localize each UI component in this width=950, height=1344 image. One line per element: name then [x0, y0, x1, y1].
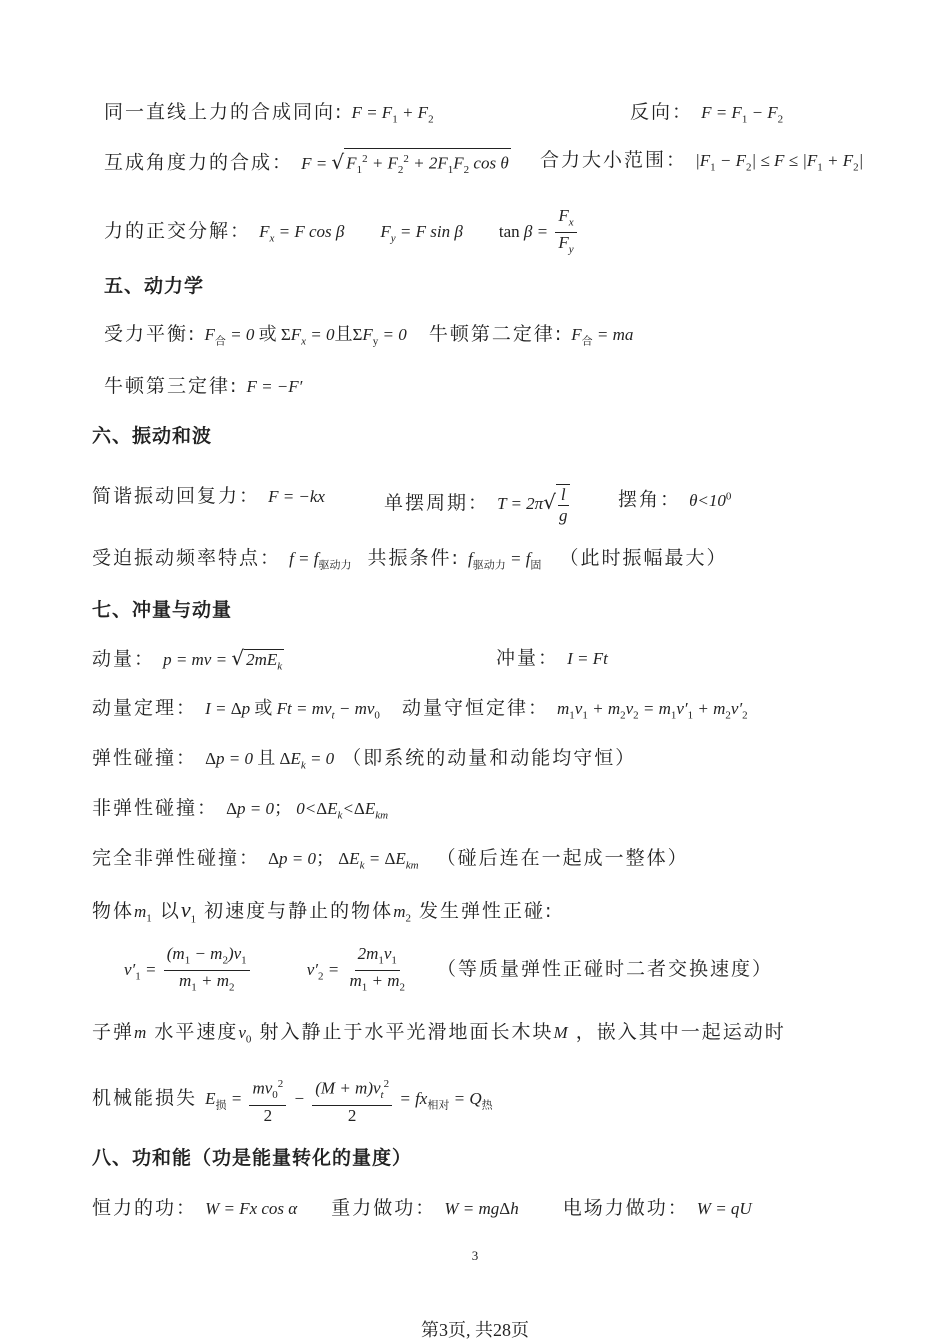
formula-equilibrium: $F_合 = 0$ 或 $\Sigma F_x = 0$且$\Sigma F_y = 0$ [204, 324, 407, 348]
line-energy-loss [92, 1074, 493, 1126]
line-angle-composition [104, 148, 511, 180]
label-energy-loss: 机械能损失 [92, 1086, 198, 1109]
label-equilibrium: 受力平衡: [104, 323, 197, 345]
symbol-m2: $m_2$ [393, 902, 411, 925]
label-forced-vibration: 受迫振动频率特点： [92, 547, 282, 569]
label-orthogonal: 力的正交分解： [104, 219, 252, 242]
symbol-v0: $v_0$ [238, 1023, 252, 1046]
formula-momentum-theorem: I = Δp 或 $Ft = mv_t - mv_0$ [205, 698, 380, 722]
line-force-opposite [630, 100, 783, 131]
line-shm [92, 484, 325, 509]
heading-dynamics: 五、动力学 [104, 275, 205, 297]
text-embedded: ，嵌入其中一起运动时 [575, 1021, 786, 1043]
label-resultant-range: 合力大小范围： [540, 149, 688, 171]
formula-fx: $F_x = F$ cos β [259, 221, 345, 245]
formula-tan: tan β = $\frac{F_x}{F_y}$ [499, 222, 580, 241]
line-equilibrium [104, 322, 633, 353]
formula-fy: $F_y = F$ sin β [380, 221, 463, 245]
symbol-m: m [134, 1023, 147, 1042]
line-elastic-collision [92, 746, 636, 777]
label-same-direction: 同一直线上力的合成同向: [104, 101, 344, 123]
label-swing-angle: 摆角： [618, 488, 682, 511]
line-orthogonal-decomposition [104, 206, 580, 260]
formula-resultant-range: $|F_1 - F_2| \le F \le |F_1 + F_2|$ [695, 151, 864, 174]
line-bullet-block [92, 1020, 786, 1051]
label-momentum-theorem: 动量定理： [92, 697, 198, 719]
label-constant-force-work: 恒力的功： [92, 1197, 198, 1219]
formula-same-direction: $F = F_1 + F_2$ [351, 103, 434, 126]
line-resultant-range [540, 148, 863, 179]
line-pendulum [384, 484, 573, 526]
label-angle-composition: 互成角度力的合成： [104, 151, 294, 174]
label-pendulum-period: 单摆周期： [384, 491, 490, 514]
text-horizontal-speed: 水平速度 [154, 1021, 239, 1043]
text-initial-velocity: 初速度与静止的物体 [204, 900, 394, 922]
label-restoring-force: 简谐振动回复力： [92, 485, 261, 507]
formula-impulse: I = Ft [567, 649, 608, 668]
label-gravity-work: 重力做功： [331, 1197, 437, 1219]
formula-newton-second: $F_合$ = ma [571, 325, 634, 348]
label-conservation: 动量守恒定律： [401, 697, 549, 719]
formula-v2-prime: $v'_2$ = $\frac{2m_1v_1}{m_1 + m_2}$ [306, 944, 405, 994]
symbol-m1: $m_1$ [134, 902, 152, 925]
symbol-M: M [553, 1023, 568, 1042]
symbol-v1: $v_1$ [180, 897, 197, 926]
line-newton-third [104, 374, 302, 399]
text-elastic-head-on: 发生弹性正碰: [419, 900, 554, 922]
label-momentum: 动量： [92, 648, 156, 670]
formula-swing-angle: $\theta<10^0$ [689, 490, 732, 510]
formula-perfectly-inelastic: Δp = 0； $\Delta E_k = \Delta E_{km}$ [268, 848, 419, 872]
text-with: 以 [159, 900, 181, 922]
formula-conservation: $m_1v_1 + m_2v_2 = m_1v'_1 + m_2v'_2$ [557, 699, 748, 722]
line-elastic-head-on [92, 898, 553, 931]
formula-energy-loss: $E_损$ = $\frac{mv_0^2}{2}$ − $\frac{(M + m)v_t^2}{2}$ = $fx_{相对} = Q_热$ [205, 1089, 493, 1108]
line-perfectly-inelastic [92, 846, 689, 877]
label-newton-third: 牛顿第三定律: [104, 375, 239, 397]
text-bullet: 子弹 [92, 1021, 135, 1043]
label-opposite: 反向： [630, 101, 694, 123]
line-impulse [496, 646, 608, 671]
note-perfectly-inelastic: （碰后连在一起成一整体） [436, 847, 689, 869]
label-impulse: 冲量： [496, 647, 560, 669]
line-velocity-results [124, 944, 773, 1000]
formula-constant-force-work: W = Fx cos α [205, 1199, 298, 1218]
formula-electric-work: W = qU [696, 1199, 752, 1218]
label-resonance: 共振条件: [367, 547, 460, 569]
text-shoot-into: 射入静止于水平光滑地面长木块 [259, 1021, 554, 1043]
formula-forced-frequency: $f = f_{驱动力}$ [289, 549, 352, 572]
line-inelastic-collision [92, 796, 388, 827]
label-perfectly-inelastic: 完全非弹性碰撞： [92, 847, 261, 869]
formula-elastic-collision: Δp = 0 且 $\Delta E_k = 0$ [205, 748, 335, 772]
label-newton-second: 牛顿第二定律: [428, 323, 564, 345]
line-force-same-direction [104, 100, 434, 131]
label-elastic-collision: 弹性碰撞： [92, 747, 198, 769]
formula-inelastic-collision: Δp = 0； $0<\Delta E_k<\Delta E_{km}$ [226, 798, 389, 822]
formula-opposite: $F = F_1 - F_2$ [701, 103, 784, 126]
line-momentum-theorem [92, 696, 748, 727]
note-elastic-collision: （即系统的动量和动能均守恒） [342, 747, 637, 769]
line-work [92, 1196, 752, 1221]
heading-impulse-momentum: 七、冲量与动量 [92, 599, 233, 621]
label-inelastic-collision: 非弹性碰撞： [92, 797, 219, 819]
formula-pendulum-period: T = 2π√ $\frac{l}{g}$ [497, 494, 573, 513]
formula-restoring-force: F = −kx [268, 487, 325, 506]
note-exchange-velocity: （等质量弹性正碰时二者交换速度） [437, 957, 774, 980]
formula-momentum: p = mv = √ $2mE_k$ [163, 650, 284, 669]
formula-v1-prime: $v'_1$ = $\frac{(m_1 - m_2)v_1}{m_1 + m_2}$ [124, 960, 253, 979]
formula-resonance: $f_{驱动力} = f_固$ [467, 549, 542, 572]
page-footer: 第3页, 共28页 [421, 1320, 529, 1340]
formula-gravity-work: W = mgΔh [444, 1199, 519, 1218]
text-object: 物体 [92, 900, 135, 922]
page-number: 3 [471, 1248, 479, 1263]
formula-newton-third: F = −F′ [246, 377, 303, 396]
heading-work-energy: 八、功和能（功是能量转化的量度） [92, 1147, 413, 1169]
line-forced-vibration [92, 546, 727, 577]
line-swing-angle [618, 484, 731, 513]
heading-vibration-wave: 六、振动和波 [92, 425, 213, 447]
line-momentum [92, 646, 284, 676]
note-max-amplitude: （此时振幅最大） [559, 547, 728, 569]
formula-angle-composition: F = √ $F_1^2 + F_2^2 + 2F_1F_2$ cos θ [301, 154, 511, 173]
label-electric-work: 电场力做功： [562, 1197, 689, 1219]
